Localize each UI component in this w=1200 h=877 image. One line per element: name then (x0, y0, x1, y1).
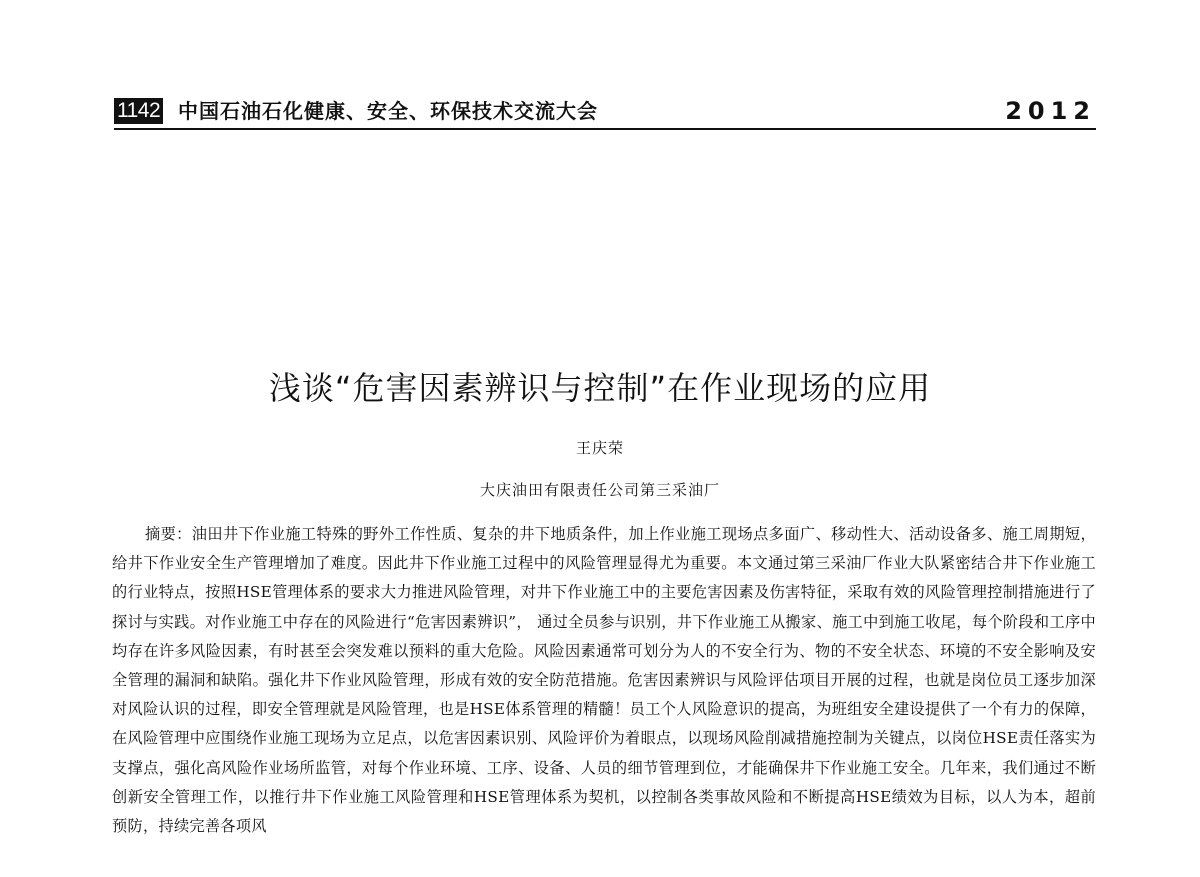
conference-year: 2012 (1005, 97, 1096, 125)
author-affiliation: 大庆油田有限责任公司第三采油厂 (479, 481, 720, 499)
abstract-text: 油田井下作业施工特殊的野外工作性质、复杂的井下地质条件，加上作业施工现场点多面广、移动性大、活动设备多、施工周期短，给井下作业安全生产管理增加了难度。因此井下作业施工过程中的风险管理显得尤为重要。本文通过第三采油厂作业大队紧密结合井下作业施工的行业特点，按照HSE管理体系的要求大力推进风险管理，对井下作业施工中的主要危害因素及伤害特征，采取有效的风险管理控制措施进行了探讨与实践。对作业施工中存在的风险进行“危害因素辨识”， 通过全员参与识别，井下作业施工从搬家、施工中到施工收尾，每个阶段和工序中均存在许多风险因素，有时甚至会突发难以预料的重大危险。风险因素通常可划分为人的不安全行为、物的不安全状态、环境的不安全影响及安全管理的漏洞和缺陷。强化井下作业风险管理，形成有效的安全防范措施。危害因素辨识与风险评估项目开展的过程，也就是岗位员工逐步加深对风险认识的过程，即安全管理就是风险管理，也是HSE体系管理的精髓！员工个人风险意识的提高，为班组安全建设提供了一个有力的保障，在风险管理中应围绕作业施工现场为立足点，以危害因素识别、风险评价为着眼点，以现场风险削减措施控制为关键点，以岗位HSE责任落实为支撑点，强化高风险作业场所监管，对每个作业环境、工序、设备、人员的细节管理到位，才能确保井下作业施工安全。几年来，我们通过不断创新安全管理工作，以推行井下作业施工风险管理和HSE管理体系为契机，以控制各类事故风险和不断提高HSE绩效为目标，以人为本，超前预防，持续完善各项风 (112, 525, 1096, 836)
page-number: 1142 (114, 98, 163, 124)
running-header (114, 96, 1096, 128)
paper-author: 王庆荣 (575, 439, 624, 457)
paper-title: 浅谈“危害因素辨识与控制”在作业现场的应用 (268, 369, 932, 407)
abstract-label: 摘要： (145, 525, 192, 543)
header-rule (114, 128, 1096, 130)
conference-title: 中国石油石化健康、安全、环保技术交流大会 (178, 99, 598, 123)
abstract-paragraph (112, 520, 1096, 841)
